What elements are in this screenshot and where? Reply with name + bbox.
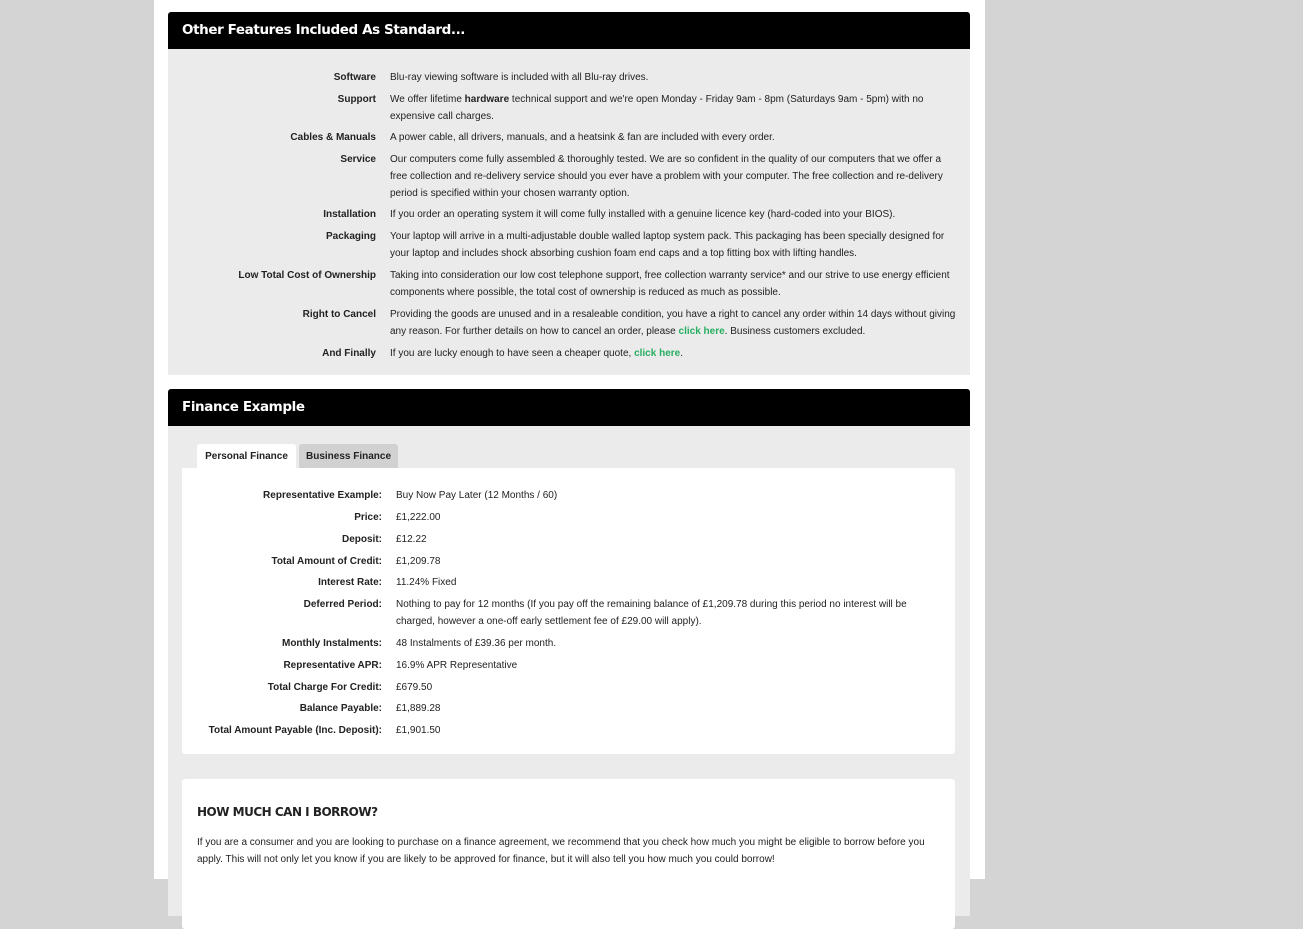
finance-label: Representative APR: (283, 660, 382, 671)
finance-label: Deferred Period: (303, 599, 382, 610)
feature-value (390, 91, 956, 125)
feature-label: Right to Cancel (302, 309, 376, 320)
finance-body (168, 426, 970, 916)
finance-value: £1,209.78 (396, 556, 441, 567)
feature-label: Installation (323, 209, 376, 220)
finance-label: Total Amount Payable (Inc. Deposit): (208, 725, 382, 736)
finance-value: 16.9% APR Representative (396, 660, 518, 671)
finance-label: Interest Rate: (318, 577, 382, 588)
feature-label: And Finally (322, 348, 376, 359)
finance-value: 11.24% Fixed (396, 577, 457, 588)
feature-value (390, 306, 956, 340)
feature-value: Taking into consideration our low cost telephone support, free collection warranty service* and our strive to use energy efficient components where possible, the total cost of ownership is reduced as much as possible. (390, 270, 950, 298)
finance-label: Total Amount of Credit: (271, 556, 382, 567)
page-content (154, 0, 985, 879)
feature-value-text: . Business customers excluded. (724, 326, 866, 337)
feature-value: If you order an operating system it will come fully installed with a genuine licence key (hard-coded into your BIOS). (390, 209, 896, 220)
feature-value-text: technical support and we're open Monday - Friday 9am - 8pm (Saturdays 9am - 5pm) with no expensive call charges. (390, 94, 924, 122)
feature-value-text: . (680, 348, 683, 359)
features-title: Other Features Included As Standard... (168, 12, 970, 49)
finance-label: Monthly Instalments: (281, 638, 382, 649)
feature-value: A power cable, all drivers, manuals, and a heatsink & fan are included with every order. (390, 132, 775, 143)
feature-value-text: Providing the goods are unused and in a resaleable condition, you have a right to cancel any order within 14 days without giving any reason. For further details on how to cancel an order, please (390, 309, 956, 337)
finance-value: 48 Instalments of £39.36 per month. (396, 638, 557, 649)
finance-label: Total Charge For Credit: (267, 682, 382, 693)
feature-value-bold: hardware (464, 94, 510, 105)
borrow-text: If you are a consumer and you are looking to purchase on a finance agreement, we recommend that you check how much you might be eligible to borrow before you apply. This will not only let you know if you are likely to be approved for finance, but it will also tell you how much you could borrow! (197, 837, 925, 865)
cheaper-quote-link[interactable]: click here (634, 348, 681, 359)
feature-label: Packaging (325, 231, 376, 242)
finance-value: £12.22 (396, 534, 427, 545)
features-body (168, 49, 970, 375)
finance-title: Finance Example (168, 389, 970, 426)
finance-value: Buy Now Pay Later (12 Months / 60) (396, 490, 558, 501)
feature-label: Low Total Cost of Ownership (238, 270, 376, 281)
finance-label: Deposit: (342, 534, 382, 545)
feature-value (390, 345, 956, 362)
cancel-order-link[interactable]: click here (678, 326, 725, 337)
feature-value-text: If you are lucky enough to have seen a cheaper quote, (390, 348, 635, 359)
borrow-title: HOW MUCH CAN I BORROW? (197, 805, 378, 819)
finance-label: Price: (354, 512, 382, 523)
features-panel (168, 12, 970, 375)
feature-value: Blu-ray viewing software is included with all Blu-ray drives. (390, 72, 649, 83)
feature-label: Cables & Manuals (290, 132, 376, 143)
tab-personal-finance[interactable]: Personal Finance (197, 444, 296, 468)
feature-label: Service (340, 154, 376, 165)
finance-value: £1,222.00 (396, 512, 441, 523)
finance-label: Balance Payable: (299, 703, 382, 714)
feature-value: Our computers come fully assembled & thoroughly tested. We are so confident in the quality of our computers that we offer a free collection and re-delivery service should you ever have a problem with your computer. The free collection and re-delivery period is specified within your chosen warranty option. (390, 154, 943, 199)
finance-value: £1,901.50 (396, 725, 441, 736)
finance-label: Representative Example: (263, 490, 382, 501)
feature-value-text: We offer lifetime (390, 94, 465, 105)
borrow-card (182, 779, 955, 929)
feature-label: Software (333, 72, 376, 83)
feature-label: Support (337, 94, 376, 105)
finance-panel (168, 389, 970, 916)
finance-example-card (182, 468, 955, 754)
feature-value: Your laptop will arrive in a multi-adjustable double walled laptop system pack. This packaging has been specially designed for your laptop and includes shock absorbing cushion foam end caps and a top fitting box with lifting handles. (390, 231, 945, 259)
finance-value: £679.50 (396, 682, 433, 693)
finance-value: £1,889.28 (396, 703, 441, 714)
finance-value: Nothing to pay for 12 months (If you pay off the remaining balance of £1,209.78 during this period no interest will be charged, however a one-off early settlement fee of £29.00 will apply). (396, 599, 907, 627)
tab-business-finance[interactable]: Business Finance (299, 444, 398, 468)
